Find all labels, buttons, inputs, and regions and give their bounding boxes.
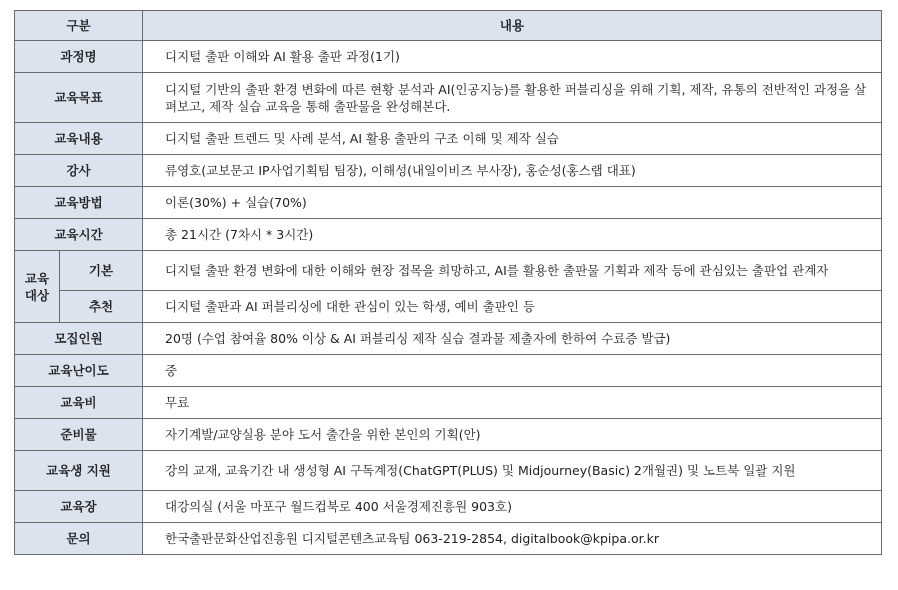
table-row: [15, 291, 882, 323]
table-row: [15, 155, 882, 187]
table-row: [15, 219, 882, 251]
row-value-time: 총 21시간 (7차시 * 3시간): [143, 219, 882, 251]
row-value-difficulty: 중: [143, 355, 882, 387]
table-row: [15, 41, 882, 73]
table-row: [15, 419, 882, 451]
row-value-fee: 무료: [143, 387, 882, 419]
row-label-course-name: 과정명: [15, 41, 143, 73]
row-label-materials: 준비물: [15, 419, 143, 451]
row-label-venue: 교육장: [15, 491, 143, 523]
row-value-materials: 자기계발/교양실용 분야 도서 출간을 위한 본인의 기획(안): [143, 419, 882, 451]
row-label-content: 교육내용: [15, 123, 143, 155]
row-value-content: 디지털 출판 트렌드 및 사례 분석, AI 활용 출판의 구조 이해 및 제작 실습: [143, 123, 882, 155]
row-label-target-recommended: 추천: [60, 291, 143, 323]
row-label-difficulty: 교육난이도: [15, 355, 143, 387]
target-label-line1: 교육: [24, 270, 50, 286]
row-value-contact: 한국출판문화산업진흥원 디지털콘텐츠교육팀 063-219-2854, digitalbook@kpipa.or.kr: [143, 523, 882, 555]
table-row: [15, 251, 882, 291]
row-value-recruit: 20명 (수업 참여율 80% 이상 & AI 퍼블리싱 제작 실습 결과물 제출자에 한하여 수료증 발급): [143, 323, 882, 355]
table-header-row: [15, 11, 882, 41]
table-row: [15, 73, 882, 123]
row-label-method: 교육방법: [15, 187, 143, 219]
header-category: 구분: [15, 11, 143, 41]
row-label-goal: 교육목표: [15, 73, 143, 123]
row-label-time: 교육시간: [15, 219, 143, 251]
row-label-fee: 교육비: [15, 387, 143, 419]
row-label-support: 교육생 지원: [15, 451, 143, 491]
row-value-target-basic: 디지털 출판 환경 변화에 대한 이해와 현장 접목을 희망하고, AI를 활용한 출판물 기획과 제작 등에 관심있는 출판업 관계자: [143, 251, 882, 291]
table-row: [15, 451, 882, 491]
row-label-instructor: 강사: [15, 155, 143, 187]
header-content: 내용: [143, 11, 882, 41]
table-row: [15, 523, 882, 555]
course-info-table: [14, 10, 882, 555]
row-value-course-name: 디지털 출판 이해와 AI 활용 출판 과정(1기): [143, 41, 882, 73]
row-label-target-basic: 기본: [60, 251, 143, 291]
row-value-goal: 디지털 기반의 출판 환경 변화에 따른 현황 분석과 AI(인공지능)를 활용한 퍼블리싱을 위해 기획, 제작, 유통의 전반적인 과정을 살펴보고, 제작 실습 교육을 통해 출판물을 완성해본다.: [143, 73, 882, 123]
row-label-target: [15, 251, 60, 323]
table-row: [15, 355, 882, 387]
table-row: [15, 387, 882, 419]
row-value-method: 이론(30%) + 실습(70%): [143, 187, 882, 219]
row-label-contact: 문의: [15, 523, 143, 555]
table-row: [15, 187, 882, 219]
table-row: [15, 123, 882, 155]
target-label-line2: 대상: [24, 287, 50, 303]
row-label-recruit: 모집인원: [15, 323, 143, 355]
table-row: [15, 323, 882, 355]
row-value-support: 강의 교재, 교육기간 내 생성형 AI 구독계정(ChatGPT(PLUS) 및 Midjourney(Basic) 2개월권) 및 노트북 일괄 지원: [143, 451, 882, 491]
table-row: [15, 491, 882, 523]
row-value-venue: 대강의실 (서울 마포구 월드컵북로 400 서울경제진흥원 903호): [143, 491, 882, 523]
row-value-instructor: 류영호(교보문고 IP사업기획팀 팀장), 이해성(내일이비즈 부사장), 홍순성(홍스랩 대표): [143, 155, 882, 187]
row-value-target-recommended: 디지털 출판과 AI 퍼블리싱에 대한 관심이 있는 학생, 예비 출판인 등: [143, 291, 882, 323]
